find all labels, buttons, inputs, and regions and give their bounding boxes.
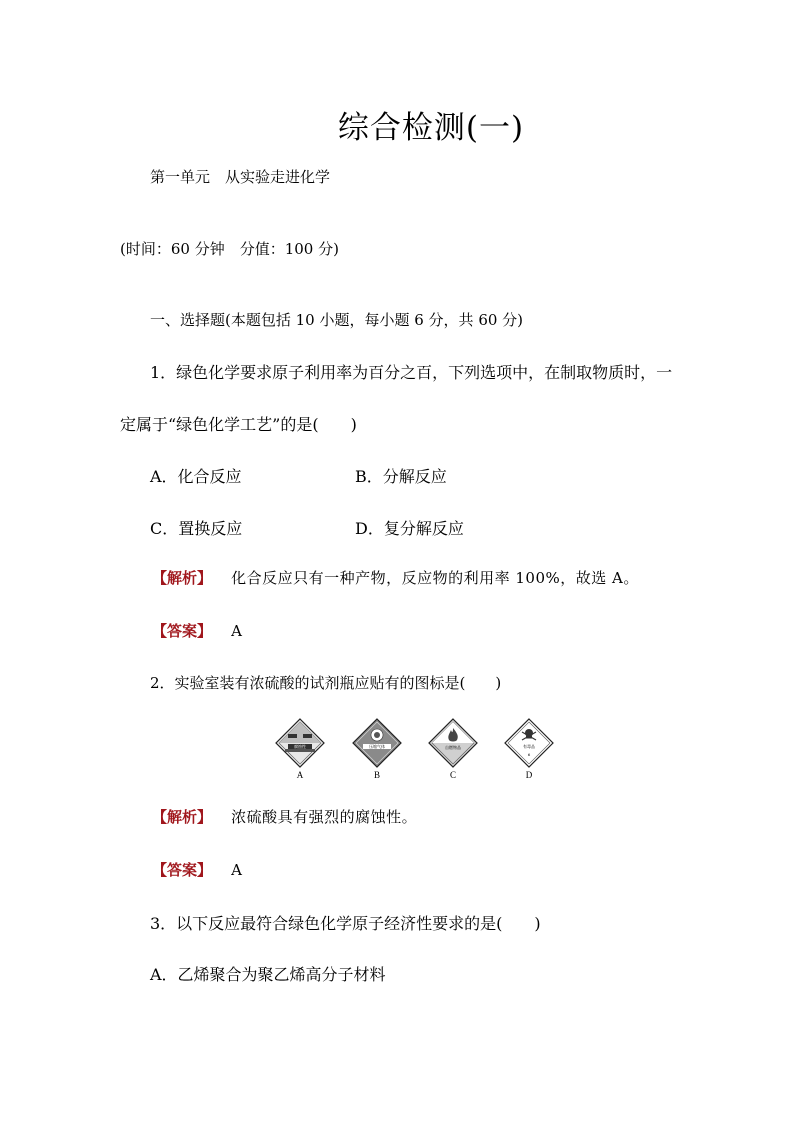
compressed-gas-sign-icon	[352, 718, 402, 768]
q1-stem-line2: 定属于“绿色化学工艺”的是( )	[120, 415, 357, 434]
q1-answer	[152, 620, 242, 641]
q1-option-c: C．置换反应	[150, 519, 243, 538]
q1-option-a: A．化合反应	[150, 467, 242, 486]
q2-answer	[152, 859, 242, 880]
q1-analysis	[152, 567, 639, 588]
analysis-text: 浓硫酸具有强烈的腐蚀性。	[231, 808, 418, 826]
q2-stem: 2．实验室装有浓硫酸的试剂瓶应贴有的图标是( )	[150, 674, 502, 692]
sign-c-text: 自燃物品	[445, 745, 461, 750]
analysis-tag: 【解析】	[152, 569, 213, 587]
answer-tag: 【答案】	[152, 622, 213, 640]
exam-meta: (时间：60 分钟 分值：100 分)	[120, 240, 339, 258]
sign-d-label: D	[525, 770, 533, 780]
sign-b-label: B	[373, 770, 380, 780]
sign-d-text: 有毒品	[523, 744, 535, 749]
q3-stem: 3．以下反应最符合绿色化学原子经济性要求的是( )	[150, 914, 541, 933]
sign-a-label: A	[296, 770, 304, 780]
page-title: 综合检测(一)	[337, 110, 525, 146]
sign-c-label: C	[449, 770, 456, 780]
sign-b-text: 压缩气体	[369, 744, 385, 749]
unit-heading: 第一单元 从实验走进化学	[150, 168, 331, 186]
q1-option-b: B．分解反应	[355, 467, 447, 486]
answer-text: A	[231, 622, 242, 640]
q1-stem-line1: 1．绿色化学要求原子利用率为百分之百，下列选项中，在制取物质时，一	[150, 363, 673, 382]
corrosive-sign-icon	[275, 718, 325, 768]
q1-option-d: D．复分解反应	[355, 519, 464, 538]
flammable-sign-icon	[428, 718, 478, 768]
sign-option-c	[427, 718, 479, 780]
toxic-sign-icon	[504, 718, 554, 768]
q2-analysis	[152, 806, 417, 827]
analysis-tag: 【解析】	[152, 808, 213, 826]
answer-tag: 【答案】	[152, 861, 213, 879]
sign-option-d	[503, 718, 555, 780]
sign-option-b	[351, 718, 403, 780]
sign-d-number: 6	[527, 752, 531, 757]
sign-a-text: 腐蚀性	[294, 744, 306, 749]
answer-text: A	[231, 861, 242, 879]
q3-option-a: A．乙烯聚合为聚乙烯高分子材料	[150, 965, 386, 984]
analysis-text: 化合反应只有一种产物，反应物的利用率 100%，故选 A。	[231, 569, 639, 587]
section-heading: 一、选择题(本题包括 10 小题，每小题 6 分，共 60 分)	[150, 311, 524, 329]
sign-option-a	[274, 718, 326, 780]
